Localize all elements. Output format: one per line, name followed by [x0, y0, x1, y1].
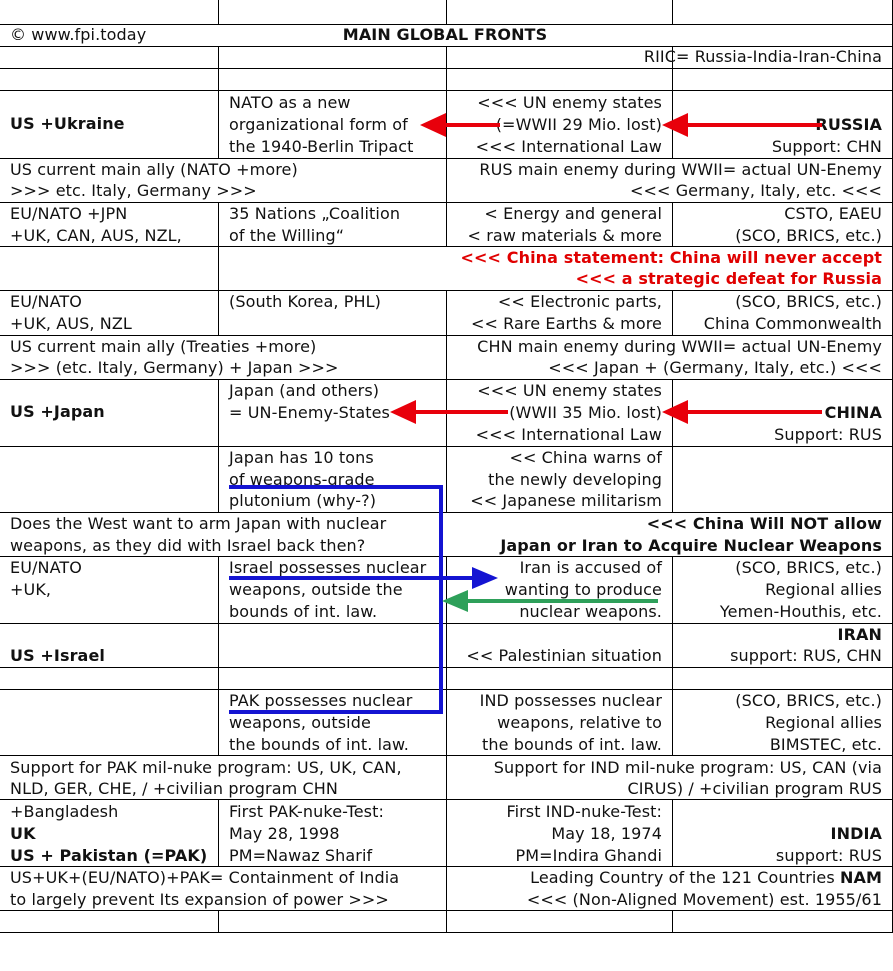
- bloc-left-line-1: EU/NATO +JPN: [10, 204, 128, 223]
- answer-line-2: Japan or Iran to Acquire Nuclear Weapons: [500, 536, 882, 555]
- india-allies-line-3: BIMSTEC, etc.: [769, 735, 882, 754]
- us-ukraine-label: US +Ukraine: [10, 114, 125, 133]
- india-label: INDIA: [830, 824, 882, 843]
- col-divider: [672, 910, 673, 933]
- ir-bloc-left-line-1: EU/NATO: [10, 558, 82, 577]
- ind-test-line-1: First IND-nuke-Test:: [506, 802, 662, 821]
- japan-line-2: = UN-Enemy-States: [229, 403, 390, 422]
- india-allies-line-1: (SCO, BRICS, etc.): [735, 691, 882, 710]
- iran-accused-line-3: nuclear weapons.: [519, 602, 662, 621]
- un-enemy-line-3: <<< International Law: [475, 137, 662, 156]
- china-warns-line-2: the newly developing: [488, 470, 662, 489]
- col-divider: [218, 202, 219, 335]
- col-divider: [218, 0, 219, 24]
- israel-line-2: weapons, outside the: [229, 580, 403, 599]
- support-pak-line-1: Support for PAK mil-nuke program: US, UK, CAN,: [10, 758, 402, 777]
- russia-label: RUSSIA: [815, 115, 882, 134]
- china-warns-line-3: << Japanese militarism: [470, 491, 662, 510]
- pak-nuclear-line-3: the bounds of int. law.: [229, 735, 409, 754]
- israel-line-1: Israel possesses nuclear: [229, 558, 427, 577]
- sco-line-1: (SCO, BRICS, etc.): [735, 292, 882, 311]
- red-arrowhead-russia-2: [420, 113, 446, 137]
- question-line-1: Does the West want to arm Japan with nuclear: [10, 514, 387, 533]
- bloc-left-line-2: +UK, CAN, AUS, NZL,: [10, 226, 182, 245]
- ind-nuclear-line-2: weapons, relative to: [497, 713, 662, 732]
- support-ind-line-1: Support for IND mil-nuke program: US, CAN (via: [493, 758, 882, 777]
- answer-line-1: <<< China Will NOT allow: [646, 514, 882, 533]
- japan-line-1: Japan (and others): [229, 381, 380, 400]
- china-statement-line-1: <<< China statement: China will never accept: [460, 248, 882, 267]
- riic-legend: RIIC= Russia-India-Iran-China: [643, 47, 882, 66]
- un-enemy-line-2: (=WWII 29 Mio. lost): [495, 115, 662, 134]
- pak-nuclear-line-2: weapons, outside: [229, 713, 371, 732]
- cn-enemy-line-2: <<< Japan + (Germany, Italy, etc.) <<<: [548, 358, 882, 377]
- page-title: MAIN GLOBAL FRONTS: [342, 25, 548, 44]
- energy-line-1: < Energy and general: [484, 204, 662, 223]
- energy-line-2: < raw materials & more: [467, 226, 662, 245]
- russia-support: Support: CHN: [771, 137, 882, 156]
- pak-test-line-2: May 28, 1998: [229, 824, 340, 843]
- iran-support: support: RUS, CHN: [730, 646, 882, 665]
- nam-line-2: <<< (Non-Aligned Movement) est. 1955/61: [526, 890, 882, 909]
- iran-allies-line-3: Yemen-Houthis, etc.: [719, 602, 882, 621]
- csto-line-1: CSTO, EAEU: [784, 204, 882, 223]
- south-korea-phl: (South Korea, PHL): [229, 292, 381, 311]
- ind-nuclear-line-1: IND possesses nuclear: [479, 691, 662, 710]
- containment-line-1: US+UK+(EU/NATO)+PAK= Containment of India: [10, 868, 400, 887]
- nam-line-1: [446, 867, 882, 889]
- israel-line-3: bounds of int. law.: [229, 602, 378, 621]
- iran-accused-line-2: wanting to produce: [504, 580, 662, 599]
- pak-test-line-3: PM=Nawaz Sharif: [229, 846, 373, 865]
- palestinian-situation: << Palestinian situation: [466, 646, 662, 665]
- nato-line-2: organizational form of: [229, 115, 408, 134]
- rus-enemy-line-2: <<< Germany, Italy, etc. <<<: [629, 181, 882, 200]
- rus-enemy-line-1: RUS main enemy during WWII= actual UN-Enemy: [479, 160, 882, 179]
- ind-test-line-2: May 18, 1974: [551, 824, 662, 843]
- cn-bloc-left-line-2: +UK, AUS, NZL: [10, 314, 132, 333]
- col-divider: [218, 379, 219, 512]
- us-pakistan-label: US + Pakistan (=PAK): [10, 846, 208, 865]
- iran-label: IRAN: [837, 625, 882, 644]
- china-support: Support: RUS: [774, 425, 882, 444]
- support-pak-line-2: NLD, GER, CHE, / +civilian program CHN: [10, 779, 338, 798]
- electronic-parts-line-1: << Electronic parts,: [497, 292, 662, 311]
- plutonium-line-1: Japan has 10 tons: [229, 448, 374, 467]
- plutonium-line-2: of weapons-grade: [229, 470, 375, 489]
- plutonium-line-3: plutonium (why-?): [229, 491, 377, 510]
- nam-bold: NAM: [840, 868, 882, 887]
- india-allies-line-2: Regional allies: [765, 713, 882, 732]
- rus-ally-line-2: >>> etc. Italy, Germany >>>: [10, 181, 257, 200]
- containment-line-2: to largely prevent Its expansion of power >>>: [10, 890, 389, 909]
- china-statement-line-2: <<< a strategic defeat for Russia: [575, 269, 882, 288]
- nam-prefix: Leading Country of the 121 Countries: [530, 868, 840, 887]
- pak-test-line-1: First PAK-nuke-Test:: [229, 802, 384, 821]
- iran-allies-line-2: Regional allies: [765, 580, 882, 599]
- us-israel-label: US +Israel: [10, 646, 105, 665]
- rus-ally-line-1: US current main ally (NATO +more): [10, 160, 298, 179]
- col-divider: [218, 799, 219, 866]
- ir-bloc-left-line-2: +UK,: [10, 580, 52, 599]
- col-divider: [446, 0, 447, 24]
- col-divider: [218, 556, 219, 755]
- coalition-line-1: 35 Nations „Coalition: [229, 204, 401, 223]
- copyright-text: © www.fpi.today: [10, 25, 147, 44]
- uk-label: UK: [10, 824, 36, 843]
- china-label: CHINA: [824, 403, 882, 422]
- question-line-2: weapons, as they did with Israel back then?: [10, 536, 366, 555]
- cn-ally-line-2: >>> (etc. Italy, Germany) + Japan >>>: [10, 358, 339, 377]
- bangladesh-label: +Bangladesh: [10, 802, 119, 821]
- col-divider: [218, 910, 219, 933]
- us-japan-label: US +Japan: [10, 402, 105, 421]
- cn-bloc-left-line-1: EU/NATO: [10, 292, 82, 311]
- cn-ally-line-1: US current main ally (Treaties +more): [10, 337, 317, 356]
- cn-un-line-1: <<< UN enemy states: [477, 381, 662, 400]
- nato-line-3: the 1940-Berlin Tripact: [229, 137, 414, 156]
- cn-un-line-2: (WWII 35 Mio. lost): [509, 403, 662, 422]
- col-divider: [218, 46, 219, 158]
- csto-line-2: (SCO, BRICS, etc.): [735, 226, 882, 245]
- ind-test-line-3: PM=Indira Ghandi: [515, 846, 662, 865]
- ind-nuclear-line-3: the bounds of int. law.: [482, 735, 662, 754]
- support-ind-line-2: CIRUS) / +civilian program RUS: [627, 779, 882, 798]
- cn-un-line-3: <<< International Law: [475, 425, 662, 444]
- sco-line-2: China Commonwealth: [703, 314, 882, 333]
- china-warns-line-1: << China warns of: [509, 448, 662, 467]
- red-arrowhead-china-2: [390, 400, 416, 424]
- iran-allies-line-1: (SCO, BRICS, etc.): [735, 558, 882, 577]
- pak-nuclear-line-1: PAK possesses nuclear: [229, 691, 413, 710]
- nato-line-1: NATO as a new: [229, 93, 351, 112]
- coalition-line-2: of the Willing“: [229, 226, 345, 245]
- iran-accused-line-1: Iran is accused of: [519, 558, 662, 577]
- electronic-parts-line-2: << Rare Earths & more: [470, 314, 662, 333]
- col-divider: [672, 0, 673, 24]
- cn-enemy-line-1: CHN main enemy during WWII= actual UN-Enemy: [477, 337, 882, 356]
- un-enemy-line-1: <<< UN enemy states: [477, 93, 662, 112]
- india-support: support: RUS: [775, 846, 882, 865]
